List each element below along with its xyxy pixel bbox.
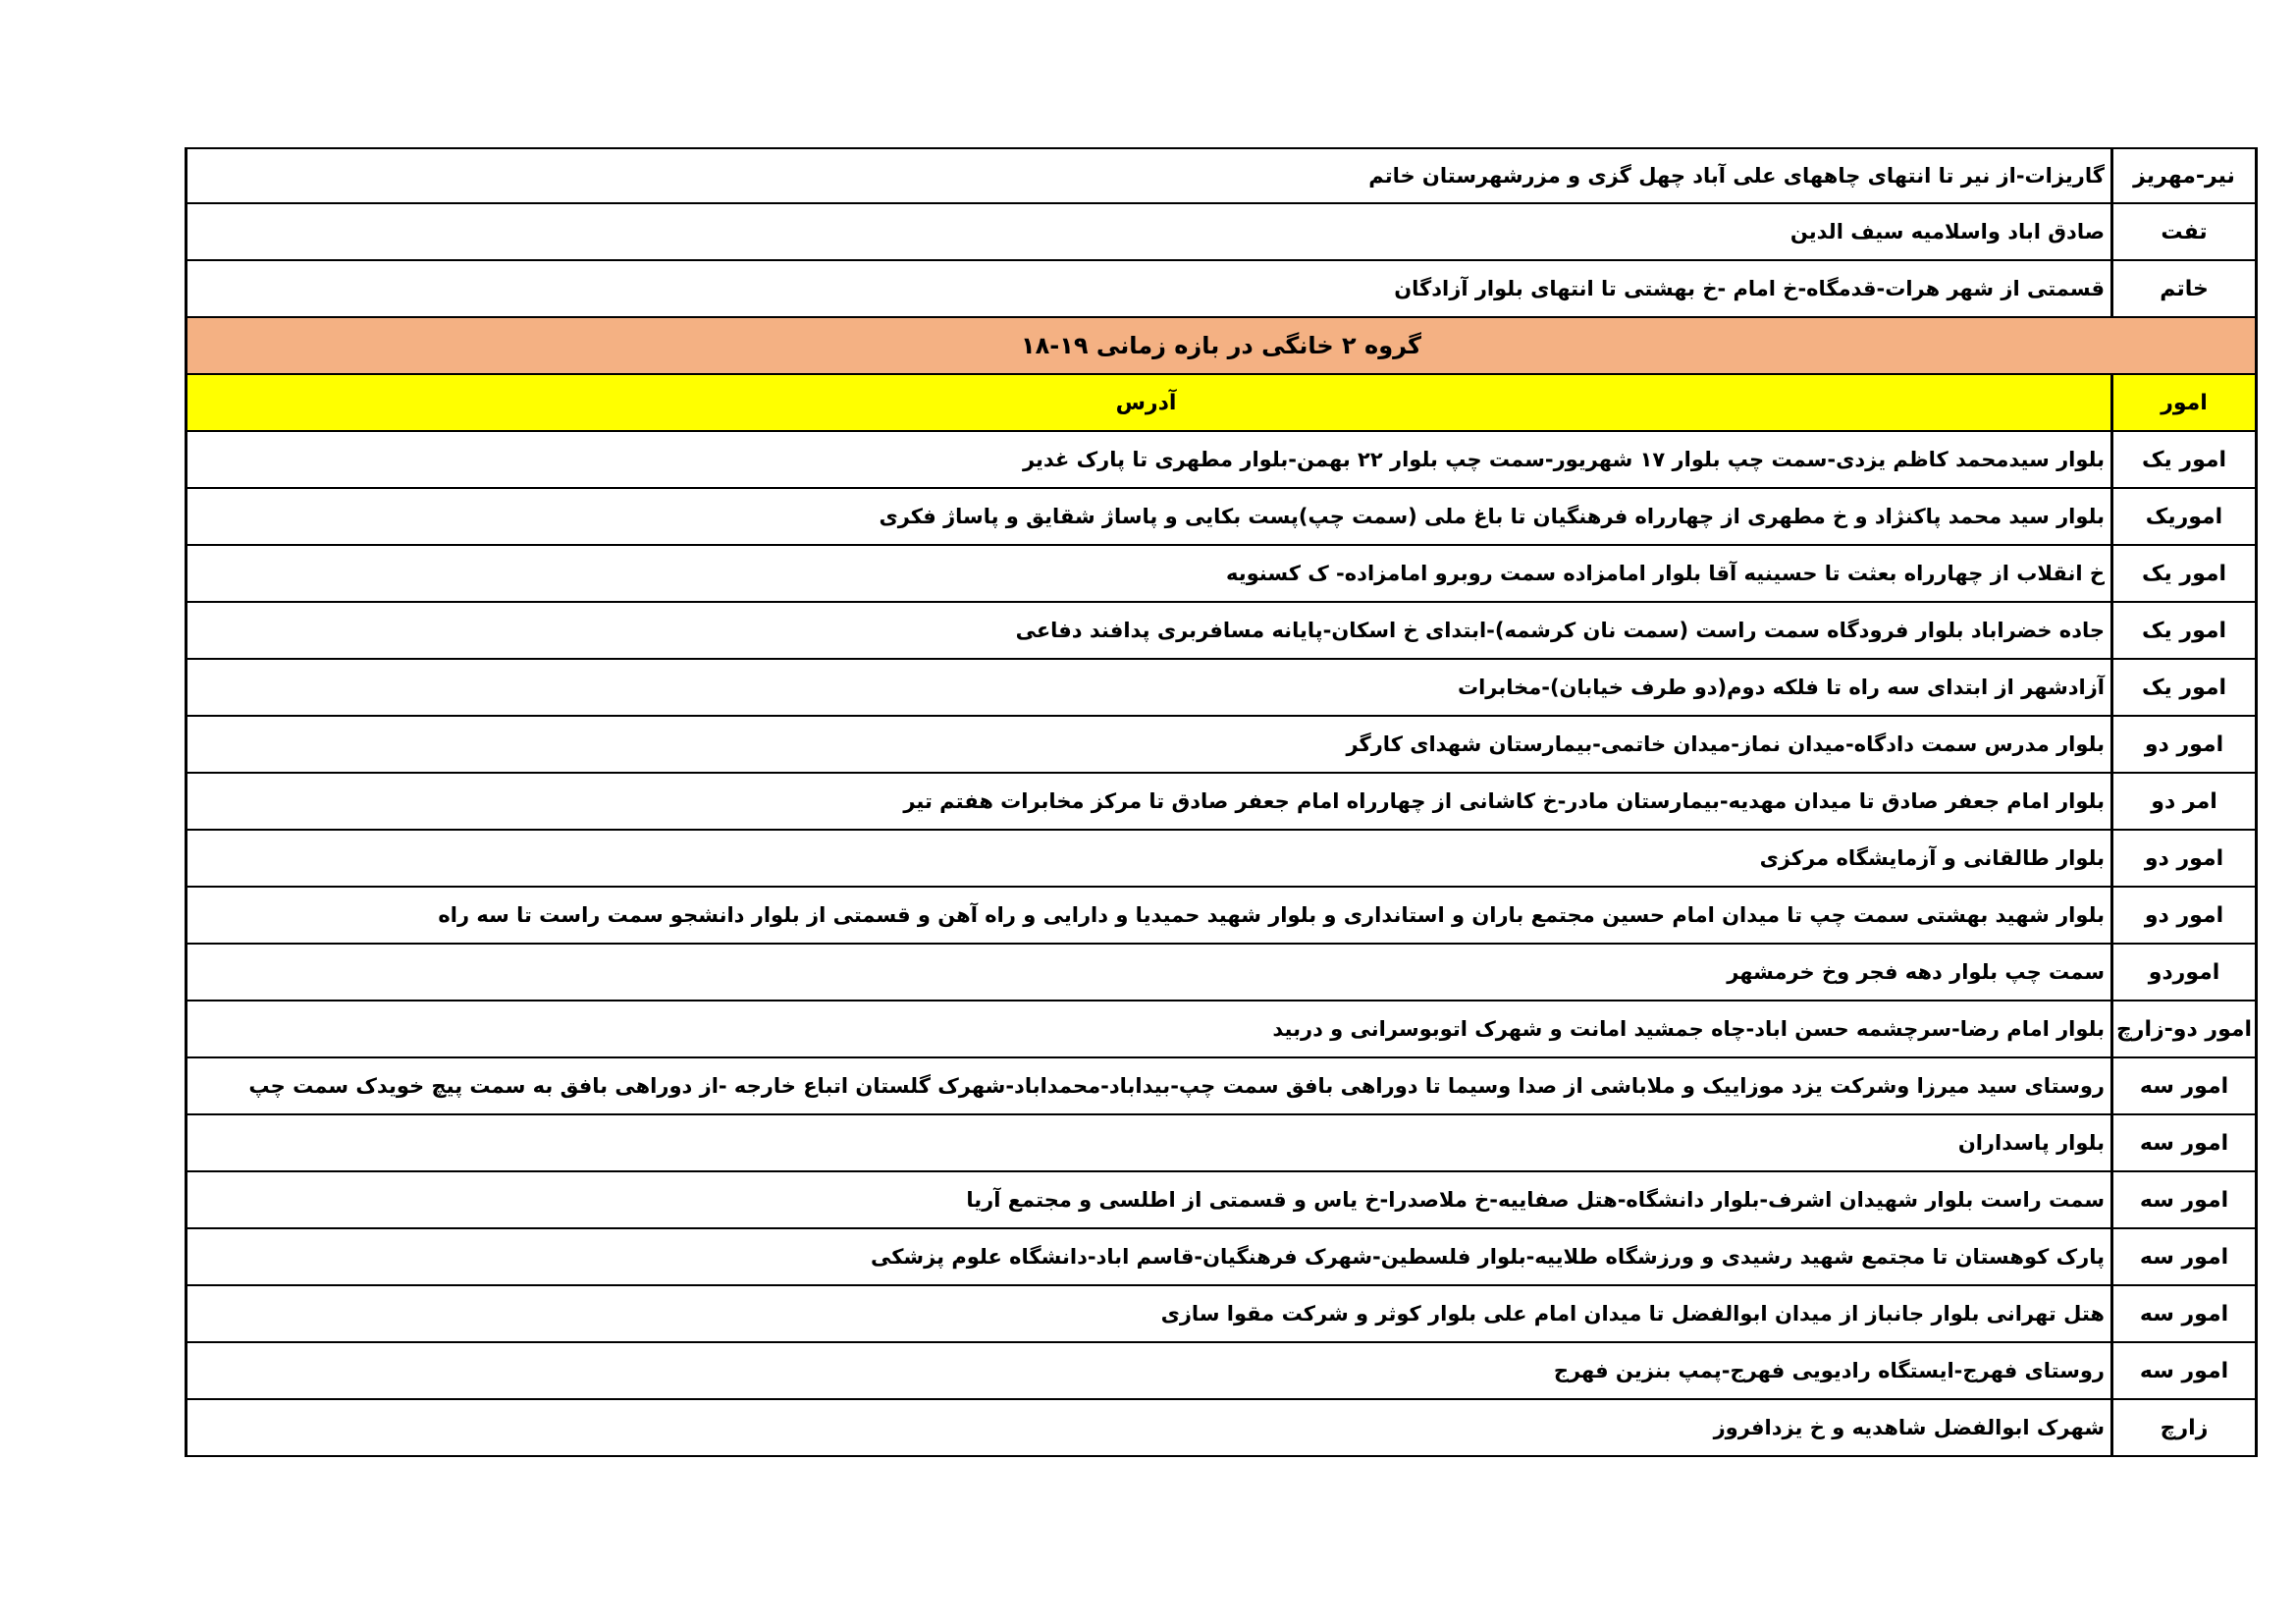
- table-row: [185, 1400, 2258, 1457]
- address-cell: آزادشهر از ابتدای سه راه تا فلکه دوم(دو طرف خیابان)-مخابرات: [1457, 676, 2105, 699]
- amor-cell: زارچ: [2110, 1400, 2255, 1455]
- amor-cell: امور یک: [2110, 432, 2255, 487]
- table-row: [185, 1343, 2258, 1400]
- table-row: [185, 945, 2258, 1001]
- table-row: [185, 432, 2258, 489]
- table-row: [185, 261, 2258, 318]
- amor-cell: امر دو: [2110, 774, 2255, 829]
- amor-cell: امور سه: [2110, 1115, 2255, 1170]
- address-cell: روستای فهرج-ایستگاه رادیویی فهرج-پمپ بنزین فهرج: [1553, 1359, 2105, 1382]
- table-row: [185, 1001, 2258, 1058]
- table-row: [185, 489, 2258, 546]
- address-cell: سمت چپ بلوار دهه فجر وخ خرمشهر: [1727, 960, 2105, 984]
- amor-cell: خاتم: [2110, 261, 2255, 316]
- table-row: [185, 774, 2258, 831]
- amor-cell: امور سه: [2110, 1343, 2255, 1398]
- table-row: [185, 660, 2258, 717]
- address-cell: بلوار امام جعفر صادق تا میدان مهدیه-بیمارستان مادر-خ کاشانی از چهارراه امام جعفر صادق تا مرکز مخابرات هفتم تیر: [903, 789, 2105, 813]
- amor-cell: امور دو: [2110, 717, 2255, 772]
- address-column-header: آدرس: [1115, 390, 1177, 415]
- address-cell: خ انقلاب از چهارراه بعثت تا حسینیه آقا بلوار امامزاده سمت روبرو امامزاده- ک کسنویه: [1225, 562, 2105, 585]
- table-body: [185, 432, 2258, 1457]
- address-cell: روستای سید میرزا وشرکت یزد موزاییک و ملاباشی از صدا وسیما تا دوراهی بافق سمت چپ-بیداباد-محمداباد-شهرک گلستان اتباع خارجه -از دوراهی بافق به سمت پیچ خویدک سمت چپ: [248, 1074, 2105, 1098]
- group-title: گروه ۲ خانگی در بازه زمانی ۱۹-۱۸: [1021, 332, 1422, 359]
- amor-cell: امور یک: [2110, 660, 2255, 715]
- table-row: [185, 603, 2258, 660]
- table-row: [185, 831, 2258, 888]
- table-row: [185, 1286, 2258, 1343]
- table-row: [185, 546, 2258, 603]
- address-cell: بلوار سید محمد پاکنژاد و خ مطهری از چهارراه فرهنگیان تا باغ ملی (سمت چپ)پست بکایی و پاساژ شقایق و پاساژ فکری: [879, 505, 2105, 528]
- table-row: [185, 1115, 2258, 1172]
- amor-cell: اموریک: [2110, 489, 2255, 544]
- address-cell: بلوار امام رضا-سرچشمه حسن اباد-چاه جمشید امانت و شهرک اتوبوسرانی و دربید: [1272, 1017, 2105, 1041]
- amor-cell: امور یک: [2110, 546, 2255, 601]
- amor-cell: امور دو-زارچ: [2110, 1001, 2255, 1056]
- amor-cell: تفت: [2110, 204, 2255, 259]
- table-row: [185, 1172, 2258, 1229]
- address-cell: شهرک ابوالفضل شاهدیه و خ یزدافروز: [1713, 1416, 2105, 1439]
- amor-cell: اموردو: [2110, 945, 2255, 1000]
- amor-cell: امور دو: [2110, 888, 2255, 943]
- table-row: [185, 1058, 2258, 1115]
- table-row: [185, 147, 2258, 204]
- address-cell: قسمتی از شهر هرات-قدمگاه-خ امام -خ بهشتی تا انتهای بلوار آزادگان: [1394, 277, 2105, 300]
- address-cell: سمت راست بلوار شهیدان اشرف-بلوار دانشگاه-هتل صفاییه-خ ملاصدرا-خ یاس و قسمتی از اطلسی و مجتمع آریا: [966, 1188, 2105, 1212]
- address-cell: هتل تهرانی بلوار جانباز از میدان ابوالفضل تا میدان امام علی بلوار کوثر و شرکت مقوا سازی: [1160, 1302, 2105, 1326]
- table-row: [185, 1229, 2258, 1286]
- address-cell: صادق اباد واسلامیه سیف الدین: [1789, 220, 2105, 244]
- address-cell: بلوار طالقانی و آزمایشگاه مرکزی: [1759, 846, 2105, 870]
- address-cell: بلوار سیدمحمد کاظم یزدی-سمت چپ بلوار ۱۷ شهریور-سمت چپ بلوار ۲۲ بهمن-بلوار مطهری تا پارک غدیر: [1022, 448, 2105, 471]
- amor-cell: امور سه: [2110, 1172, 2255, 1227]
- address-cell: بلوار پاسداران: [1957, 1131, 2105, 1155]
- amor-cell: امور دو: [2110, 831, 2255, 886]
- table-row: [185, 717, 2258, 774]
- table-row: [185, 204, 2258, 261]
- amor-cell: امور سه: [2110, 1058, 2255, 1113]
- address-cell: پارک کوهستان تا مجتمع شهید رشیدی و ورزشگاه طلاییه-بلوار فلسطین-شهرک فرهنگیان-قاسم اباد-دانشگاه علوم پزشکی: [870, 1245, 2105, 1269]
- outage-schedule-table: [185, 147, 2258, 1457]
- address-cell: گاریزات-از نیر تا انتهای چاههای علی آباد چهل گزی و مزرشهرستان خاتم: [1368, 164, 2105, 188]
- amor-cell: امور یک: [2110, 603, 2255, 658]
- address-cell: جاده خضراباد بلوار فرودگاه سمت راست (سمت نان کرشمه)-ابتدای خ اسکان-پایانه مسافربری پدافند دفاعی: [1015, 619, 2105, 642]
- address-cell: بلوار مدرس سمت دادگاه-میدان نماز-میدان خاتمی-بیمارستان شهدای کارگر: [1346, 732, 2105, 756]
- table-row: [185, 888, 2258, 945]
- column-header-row: [185, 375, 2258, 432]
- amor-column-header: امور: [2110, 375, 2255, 430]
- amor-cell: نیر-مهریز: [2110, 149, 2255, 202]
- amor-cell: امور سه: [2110, 1229, 2255, 1284]
- address-cell: بلوار شهید بهشتی سمت چپ تا میدان امام حسین مجتمع باران و استانداری و بلوار شهید حمیدیا و دارایی و راه آهن و قسمتی از بلوار دانشجو سمت راست تا سه راه: [438, 903, 2105, 927]
- amor-cell: امور سه: [2110, 1286, 2255, 1341]
- group-title-row: [185, 318, 2258, 375]
